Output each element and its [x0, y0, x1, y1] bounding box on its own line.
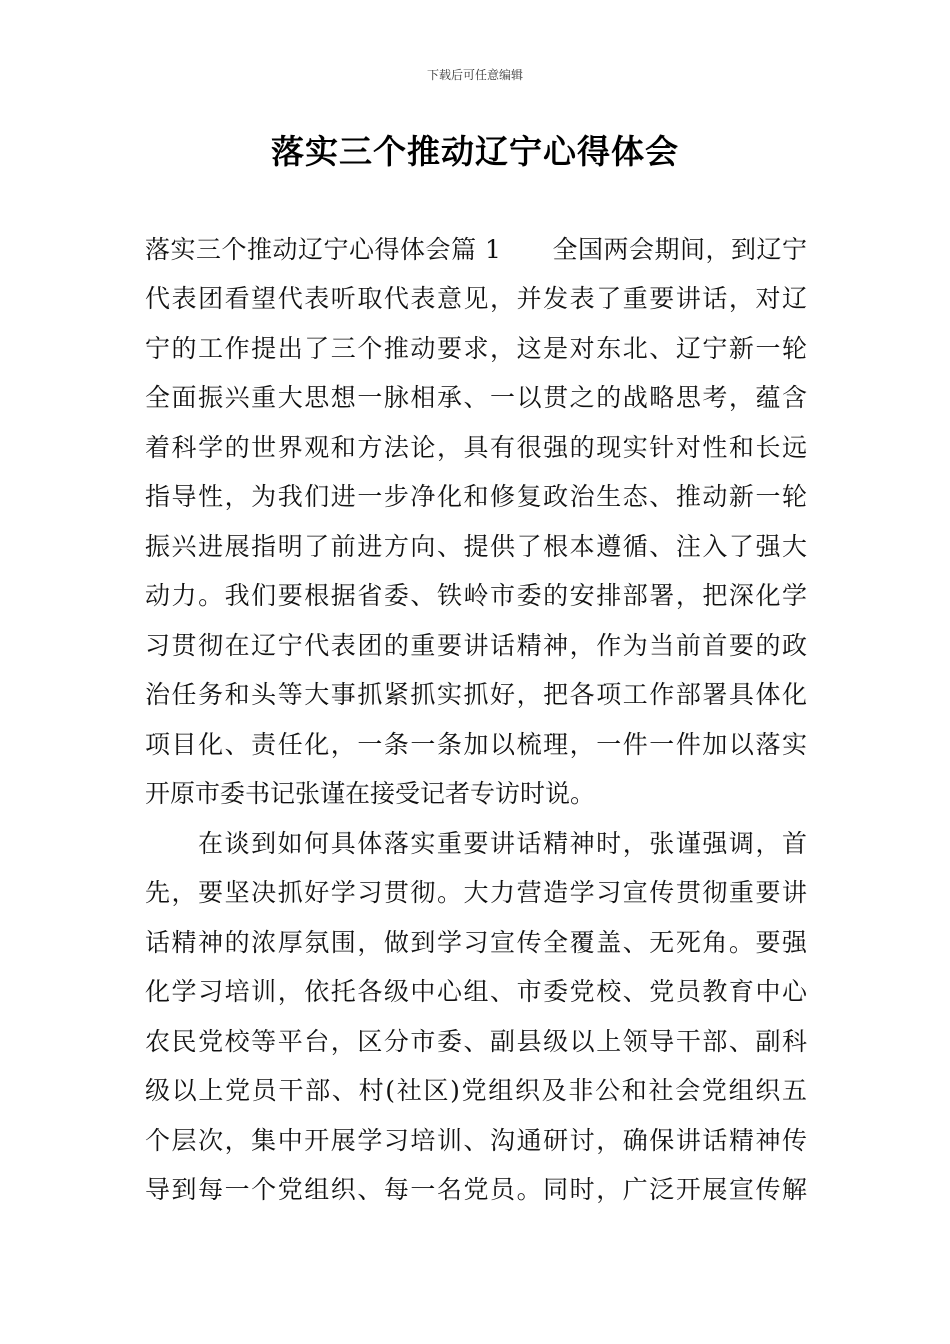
text-line: 宁的工作提出了三个推动要求，这是对东北、辽宁新一轮: [145, 334, 807, 363]
text-line: 导到每一个党组织、每一名党员。同时，广泛开展宣传解: [145, 1175, 807, 1204]
text-line: 着科学的世界观和方法论，具有很强的现实针对性和长远: [145, 433, 807, 462]
text-line: 项目化、责任化，一条一条加以梳理，一件一件加以落实: [145, 730, 807, 759]
text-line: 全面振兴重大思想一脉相承、一以贯之的战略思考，蕴含: [145, 383, 807, 412]
text-line: 振兴进展指明了前进方向、提供了根本遵循、注入了强大: [145, 532, 807, 561]
page-title: 落实三个推动辽宁心得体会: [271, 132, 679, 171]
text-line: 习贯彻在辽宁代表团的重要讲话精神，作为当前首要的政: [145, 631, 807, 660]
text-line: 开原市委书记张谨在接受记者专访时说。: [145, 779, 596, 808]
text-line: 在谈到如何具体落实重要讲话精神时，张谨强调，首: [198, 829, 807, 858]
text-line: 个层次，集中开展学习培训、沟通研讨，确保讲话精神传: [145, 1126, 807, 1155]
text-line: 指导性，为我们进一步净化和修复政治生态、推动新一轮: [145, 482, 807, 511]
text-line: 治任务和头等大事抓紧抓实抓好，把各项工作部署具体化: [145, 680, 807, 709]
text-line: 级以上党员干部、村(社区)党组织及非公和社会党组织五: [145, 1076, 807, 1105]
text-line: 动力。我们要根据省委、铁岭市委的安排部署，把深化学: [145, 581, 807, 610]
text-line: 农民党校等平台，区分市委、副县级以上领导干部、副科: [145, 1027, 807, 1056]
text-line: 落实三个推动辽宁心得体会篇 1 全国两会期间，到辽宁: [145, 235, 807, 264]
text-line: 话精神的浓厚氛围，做到学习宣传全覆盖、无死角。要强: [145, 928, 807, 957]
header-note: 下载后可任意编辑: [426, 68, 523, 82]
text-line: 化学习培训，依托各级中心组、市委党校、党员教育中心: [145, 977, 807, 1006]
text-line: 先，要坚决抓好学习贯彻。大力营造学习宣传贯彻重要讲: [145, 878, 807, 907]
text-line: 代表团看望代表听取代表意见，并发表了重要讲话，对辽: [145, 284, 807, 313]
